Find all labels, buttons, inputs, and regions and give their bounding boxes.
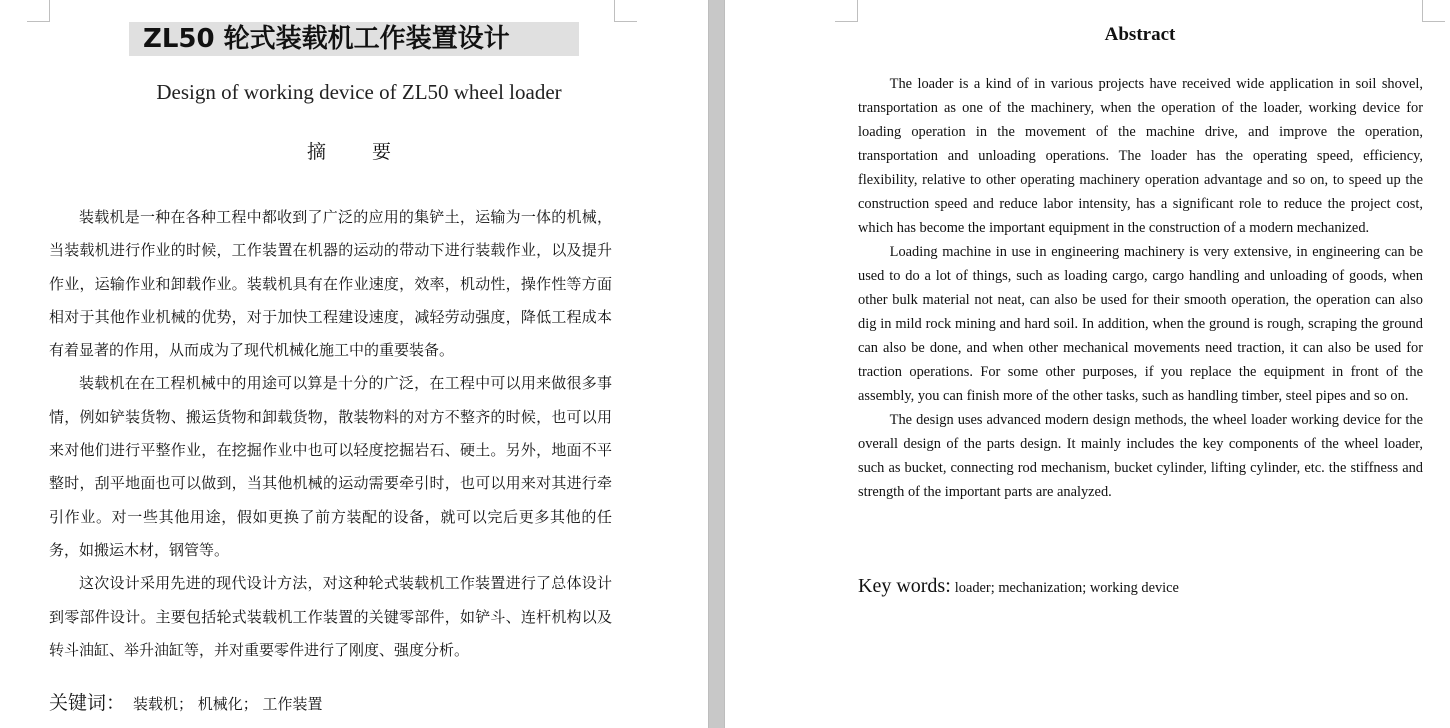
paragraph: The loader is a kind of in various projects have received wide application in soil shovel, transportation as one of the machinery, when the operation of the loader, working device for loading operation in the movement of the machine drive, and improve the operation, transportation and unloading operations. The loader has the operating speed, efficiency, flexibility, relative to other operating machinery operation advantage and so on, to speed up the construction speed and reduce labor intensity, has a significant role to reduce the project cost, which has become the important equipment in the construction of a modern mechanized.	[858, 76, 1423, 236]
chinese-keywords	[49, 686, 649, 721]
paragraph: Loading machine in use in engineering machinery is very extensive, in engineering can be used to do a lot of things, such as loading cargo, cargo handling and unloading of goods, when other bulk material not neat, can also be used for their smooth operation, the operation can also dig in mild rock mining and hard soil. In addition, when the ground is rough, scraping the ground can also be done, and when other mechanical movements need traction, it can also be used for traction operations. For some other purposes, if you replace the equipment in front of the assembly, you can finish more of the other tasks, such as handling timber, steel pipes and so on.	[858, 244, 1423, 404]
page-corner-mark	[1422, 0, 1445, 22]
keywords-value: 装载机； 机械化； 工作装置	[133, 695, 323, 713]
paragraph: 装载机是一种在各种工程中都收到了广泛的应用的集铲土，运输为一体的机械，当装载机进行作业的时候，工作装置在机器的运动的带动下进行装载作业，以及提升作业，运输作业和卸载作业。装载机具有在作业速度，效率，机动性，操作性等方面相对于其他作业机械的优势，对于加快工程建设速度，减轻劳动强度，降低工程成本有着显著的作用，从而成为了现代机械化施工中的重要装备。	[49, 208, 612, 360]
english-subtitle: Design of working device of ZL50 wheel loader	[156, 80, 562, 104]
keywords-label: Key words:	[858, 575, 951, 597]
page-english-abstract	[725, 0, 1450, 728]
page-corner-mark	[835, 0, 858, 22]
paragraph: 装载机在在工程机械中的用途可以算是十分的广泛，在工程中可以用来做很多事情，例如铲装货物、搬运货物和卸载货物，散装物料的对方不整齐的时候，也可以用来对他们进行平整作业，在挖掘作业中也可以轻度挖掘岩石、硬土。另外，地面不平整时，刮平地面也可以做到，当其他机械的运动需要牵引时，也可以用来对其进行牵引作业。对一些其他用途，假如更换了前方装配的设备，就可以完后更多其他的任务，如搬运木材，钢管等。	[49, 374, 612, 559]
page-gap	[708, 0, 725, 728]
page-corner-mark	[614, 0, 637, 22]
english-keywords	[858, 572, 1450, 602]
page-chinese-abstract	[0, 0, 708, 728]
document-title: ZL50 轮式装载机工作装置设计	[129, 22, 579, 56]
keywords-label: 关键词：	[49, 692, 126, 714]
english-abstract-body	[858, 72, 1423, 504]
english-abstract-heading: Abstract	[1104, 24, 1176, 45]
paragraph: The design uses advanced modern design methods, the wheel loader working device for the overall design of the parts design. It mainly includes the key components of the wheel loader, such as bucket, connecting rod mechanism, bucket cylinder, lifting cylinder, etc. the stiffness and strength of the important parts are analyzed.	[858, 412, 1423, 500]
page-corner-mark	[27, 0, 50, 22]
chinese-abstract-heading: 摘 要	[306, 141, 412, 163]
paragraph: 这次设计采用先进的现代设计方法，对这种轮式装载机工作装置进行了总体设计到零部件设计。主要包括轮式装载机工作装置的关键零部件，如铲斗、连杆机构以及转斗油缸、举升油缸等，并对重要零件进行了刚度、强度分析。	[49, 574, 612, 659]
keywords-value: loader; mechanization; working device	[954, 580, 1179, 596]
chinese-abstract-body	[49, 201, 612, 667]
